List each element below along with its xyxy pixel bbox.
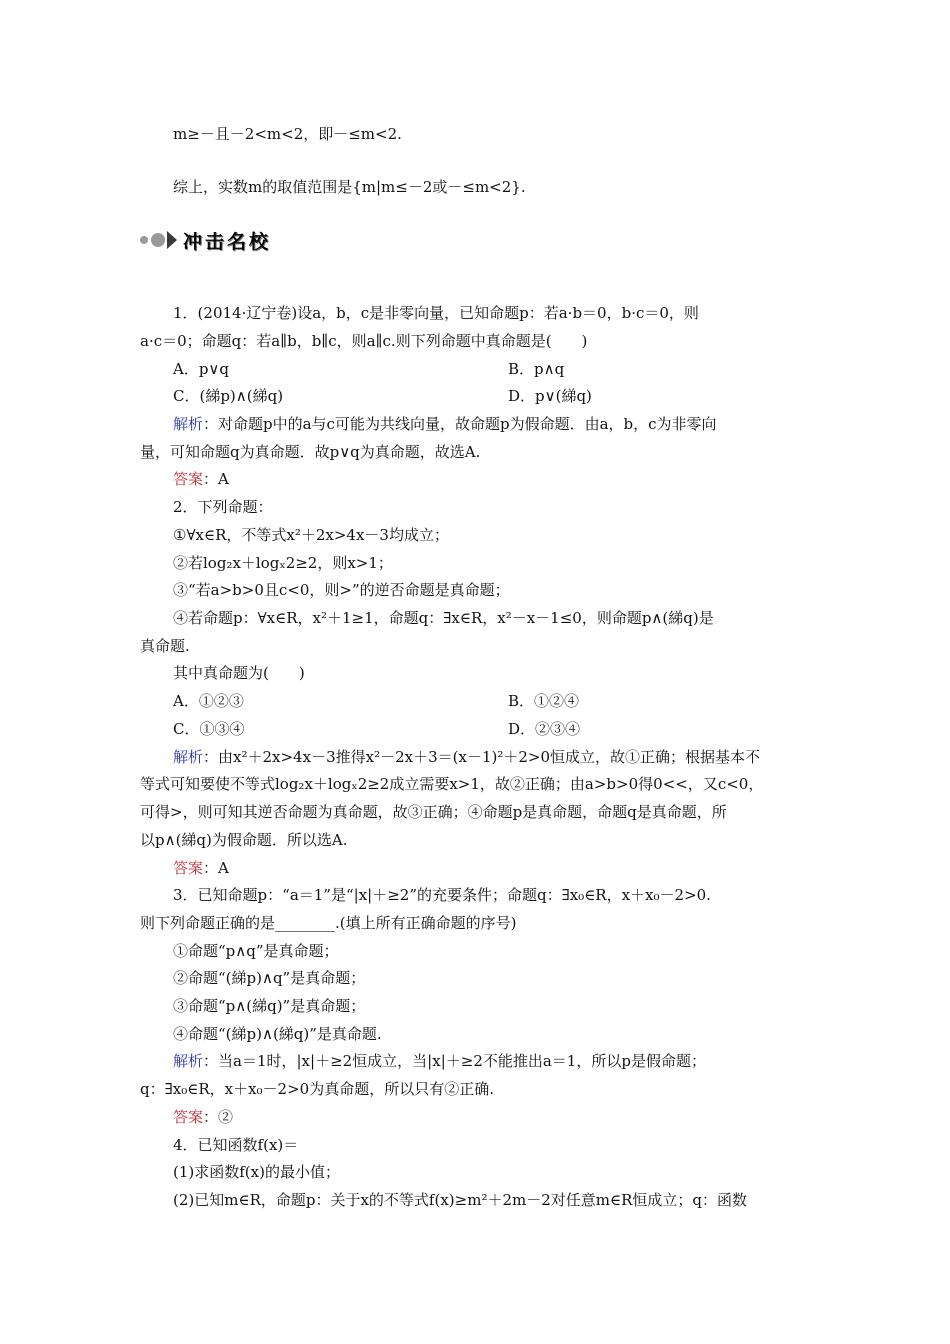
question-3-item-2: ②命题“(綈p)∧q”是真命题；	[173, 969, 366, 987]
question-1-line-2: a·c＝0；命题q：若a∥b，b∥c，则a∥c.则下列命题中真命题是( )	[140, 332, 588, 350]
question-2-item-3: ③“若a>b>0且c<0，则>”的逆否命题是真命题；	[173, 581, 510, 599]
question-1-answer	[173, 469, 229, 489]
question-1-solution-line-1	[173, 414, 717, 434]
question-1-solution-line-2: 量，可知命题q为真命题．故p∨q为真命题，故选A.	[140, 443, 481, 461]
answer-text: ：A	[203, 859, 229, 877]
question-3-solution-line-2: q：∃x₀∈R，x＋x₀－2>0为真命题，所以只有②正确.	[140, 1080, 494, 1098]
question-2-option-c: C．①③④	[173, 720, 245, 738]
bullet-dot-large-icon	[151, 233, 165, 247]
question-1-line-1: 1．(2014·辽宁卷)设a，b，c是非零向量，已知命题p：若a·b＝0，b·c＝0，则	[173, 304, 699, 322]
question-2-item-4-line-2: 真命题.	[140, 637, 190, 655]
question-2-item-1: ①∀x∈R，不等式x²＋2x>4x－3均成立；	[173, 526, 449, 544]
question-1-option-c: C．(綈p)∧(綈q)	[173, 387, 284, 405]
question-3-item-4: ④命题“(綈p)∧(綈q)”是真命题.	[173, 1025, 382, 1043]
question-2-solution-line-2: 等式可知要使不等式log₂x＋logₓ2≥2成立需要x>1，故②正确；由a>b>0得0<<，又c<0，	[140, 775, 764, 793]
conclusion-line: 综上，实数m的取值范围是{m|m≤－2或－≤m<2}.	[173, 178, 526, 196]
question-3-solution-line-1	[173, 1051, 706, 1071]
question-2-answer	[173, 858, 229, 878]
solution-label: 解析	[173, 748, 204, 766]
question-3-line-1: 3．已知命题p：“a＝1”是“|x|＋≥2”的充要条件；命题q：∃x₀∈R，x＋x₀－2>0.	[173, 886, 711, 904]
section-title: 冲击名校	[183, 230, 272, 253]
question-4-line-1: 4．已知函数f(x)＝	[173, 1136, 299, 1154]
solution-text: ：由x²＋2x>4x－3推得x²－2x＋3＝(x－1)²＋2>0恒成立，故①正确；根据基本不	[203, 748, 761, 766]
question-3-line-2: 则下列命题正确的是________.(填上所有正确命题的序号)	[140, 914, 517, 932]
question-2-solution-line-3: 可得>，则可知其逆否命题为真命题，故③正确；④命题p是真命题，命题q是真命题，所	[140, 803, 727, 821]
question-3-answer	[173, 1107, 233, 1127]
arrow-icon	[167, 231, 177, 249]
question-4-part-2: (2)已知m∈R，命题p：关于x的不等式f(x)≥m²＋2m－2对任意m∈R恒成立；q：函数	[173, 1191, 747, 1209]
question-2-solution-line-1	[173, 747, 760, 767]
solution-text: ：对命题p中的a与c可能为共线向量，故命题p为假命题．由a，b，c为非零向	[203, 415, 717, 433]
question-2-item-4-line-1: ④若命题p：∀x∈R，x²＋1≥1，命题q：∃x∈R，x²－x－1≤0，则命题p∧(綈q)是	[173, 609, 714, 627]
question-4-part-1: (1)求函数f(x)的最小值；	[173, 1163, 340, 1181]
answer-label: 答案	[173, 859, 204, 877]
section-header	[140, 226, 271, 254]
question-2-line-1: 2．下列命题：	[173, 498, 273, 516]
solution-label: 解析	[173, 1052, 204, 1070]
answer-label: 答案	[173, 470, 204, 488]
answer-text: ：A	[203, 470, 229, 488]
question-2-solution-line-4: 以p∧(綈q)为假命题．所以选A.	[140, 831, 348, 849]
solution-line: m≥－且－2<m<2，即－≤m<2.	[173, 125, 402, 143]
solution-label: 解析	[173, 415, 204, 433]
question-2-option-a: A．①②③	[173, 692, 244, 710]
solution-text: ：当a＝1时，|x|＋≥2恒成立，当|x|＋≥2不能推出a＝1，所以p是假命题；	[203, 1052, 706, 1070]
question-3-item-1: ①命题“p∧q”是真命题；	[173, 942, 339, 960]
question-2-option-b: B．①②④	[508, 692, 580, 710]
question-1-option-b: B．p∧q	[508, 360, 565, 378]
question-2-ask: 其中真命题为( )	[173, 664, 305, 682]
bullet-dot-small-icon	[140, 236, 148, 244]
question-2-item-2: ②若log₂x＋logₓ2≥2，则x>1；	[173, 554, 393, 572]
question-1-option-a: A．p∨q	[173, 360, 230, 378]
question-1-option-d: D．p∨(綈q)	[508, 387, 592, 405]
answer-text: ：②	[203, 1108, 234, 1126]
question-3-item-3: ③命题“p∧(綈q)”是真命题；	[173, 997, 366, 1015]
question-2-option-d: D．②③④	[508, 720, 581, 738]
answer-label: 答案	[173, 1108, 204, 1126]
